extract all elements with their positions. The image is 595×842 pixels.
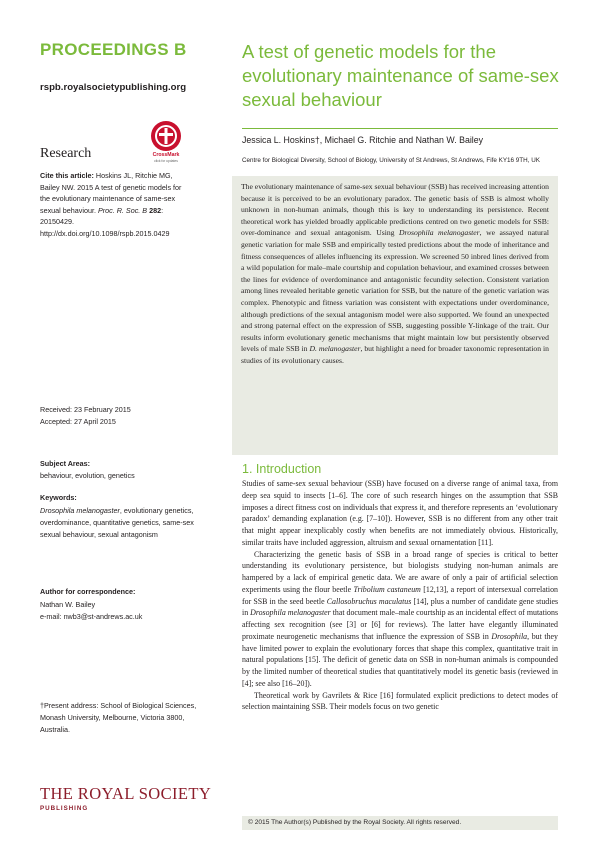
subject-heading: Subject Areas: — [40, 459, 91, 468]
citation — [40, 170, 190, 240]
journal-name: PROCEEDINGS B — [40, 40, 187, 59]
accepted-date: Accepted: 27 April 2015 — [40, 416, 116, 426]
crossmark-sub: click for updates — [154, 159, 178, 163]
keyword-species: Drosophila melanogaster — [40, 506, 120, 515]
article-title: A test of genetic models for the evolutionary maintenance of same-sex sexual behaviour — [242, 41, 559, 110]
journal-url[interactable]: rspb.royalsocietypublishing.org — [40, 82, 187, 93]
crossmark-label: CrossMark — [152, 152, 180, 158]
copyright-notice: © 2015 The Author(s) Published by the Royal Society. All rights reserved. — [242, 816, 558, 830]
citation-text: Hoskins JL, Ritchie MG, Bailey NW. 2015 A test of genetic models for the evolutionary maintenance of same-sex sexual behaviour. — [40, 171, 182, 215]
intro-paragraph-1: Studies of same-sex sexual behaviour (SSB) have focused on a diverse range of animal taxa, from deep sea squid to insects [1–6]. The core of such research hinges on the assumption that SSB imposes a direct fitness cost on individuals that express it, and therefore represents an ‘evolutionary paradox’ demanding explanation (e.g. [7–10]). However, SSB is no different from any other trait that might appear inexplicably costly when benefits are not immediately obvious. Historically, similar traits have included aggression, altruism and sexual ornamentation [11]. — [242, 479, 558, 547]
citation-volume: 282 — [149, 205, 162, 215]
received-date: Received: 23 February 2015 — [40, 405, 131, 414]
keyword-list: , evolutionary genetics, overdominance, quantitative genetics, same-sex sexual behaviour, sexual antagonism — [40, 506, 194, 539]
publisher-logo — [40, 784, 211, 812]
keywords-heading: Keywords: — [40, 493, 77, 502]
author-info — [40, 599, 142, 623]
intro-body — [242, 478, 558, 713]
present-address: †Present address: School of Biological Sciences, Monash University, Melbourne, Victoria 3800, Australia. — [40, 701, 197, 734]
publisher-line2: PUBLISHING — [40, 805, 89, 812]
intro-paragraph-3: Theoretical work by Gavrilets & Rice [16] formulated explicit predictions to detect modes of selection maintaining SSB. Their models focus on two genetic — [242, 690, 558, 712]
abstract-text: The evolutionary maintenance of same-sex sexual behaviour (SSB) has received increasing attention because it is perceived to be an evolutionary paradox. The genetic basis of SSB is almost wholly unknown in non-human animals, though this is key to understanding its persistence. Recent theoretical work has yielded broadly applicable predictions centred on two genetic models for SSB: over-dominance and sexual antagonism. Using Drosophila melanogaster, we assayed natural genetic variation for male SSB and empirically tested predictions about the mode of inheritance and fitness consequences of alleles influencing its expression. We screened 50 inbred lines derived from a wild population for male–male courtship and copulation behaviour, and examined crosses between the lines for evidence of overdominance and antagonistic fecundity selection. Consistent variation among lines revealed heritable genetic variation for SSB, but the nature of the genetic variation was complex. Phenotypic and fitness variation was consistent with expectations under overdominance, although predictions of the sexual antagonism model were also supported. We found an unexpected and strong paternal effect on the expression of SSB, suggesting possible Y-linkage of the trait. Our results inform evolutionary genetic mechanisms that might maintain low but persistently observed levels of male SSB in D. melanogaster, but highlight a need for broader taxonomic representation in studies of its evolutionary causes. — [241, 182, 549, 365]
publisher-line1: THE ROYAL SOCIETY — [40, 784, 212, 803]
abstract-box — [232, 176, 558, 455]
author-email[interactable]: e-mail: nwb3@st-andrews.ac.uk — [40, 611, 143, 621]
citation-doi[interactable]: : 20150429. http://dx.doi.org/10.1098/rspb.2015.0429 — [40, 205, 170, 238]
author-name: Nathan W. Bailey — [40, 600, 96, 609]
citation-journal: Proc. R. Soc. B — [97, 205, 148, 215]
crossmark-badge[interactable] — [149, 121, 183, 173]
article-authors: Jessica L. Hoskins†, Michael G. Ritchie and Nathan W. Bailey — [242, 135, 484, 145]
subject-text: behaviour, evolution, genetics — [40, 471, 135, 480]
title-rule — [242, 128, 558, 129]
intro-heading: 1. Introduction — [242, 462, 322, 476]
section-label: Research — [40, 146, 92, 161]
dates — [40, 404, 190, 428]
intro-paragraph-2: Characterizing the genetic basis of SSB in a broad range of species is critical to better understanding its evolutionary persistence, but biologists studying non-human animals are hampered by a lack of empirical genetic data. We are aware of only a pair of artificial selection experiments using the flour beetle Tribolium castaneum [12,13], a report of intersexual correlation for SSB in the seed beetle Callosobruchus maculatus [14], plus a number of candidate gene studies in Drosophila melanogaster that document male–male courtship as an incidental effect of mutations affecting sex recognition (see [3] or [6] for reviews). The latter have elegantly illuminated proximate neurogenetic mechanisms that influence the expression of SSB in Drosophila, but they have limited power to explain the evolutionary forces that shape this complex, quantitative trait in natural populations [15]. The deficit of genetic data on SSB in non-human animals is compounded by the limited number of theoretical studies that quantitatively model its genetic basis (reviewed in [4]; see also [16–20]). — [242, 549, 559, 688]
article-affiliation: Centre for Biological Diversity, School of Biology, University of St Andrews, St Andrews, Fife KY16 9TH, UK — [242, 157, 540, 164]
author-heading: Author for correspondence: — [40, 587, 136, 596]
crossmark-icon — [151, 121, 181, 151]
citation-label: Cite this article: — [40, 171, 94, 180]
keywords-text — [40, 505, 200, 540]
